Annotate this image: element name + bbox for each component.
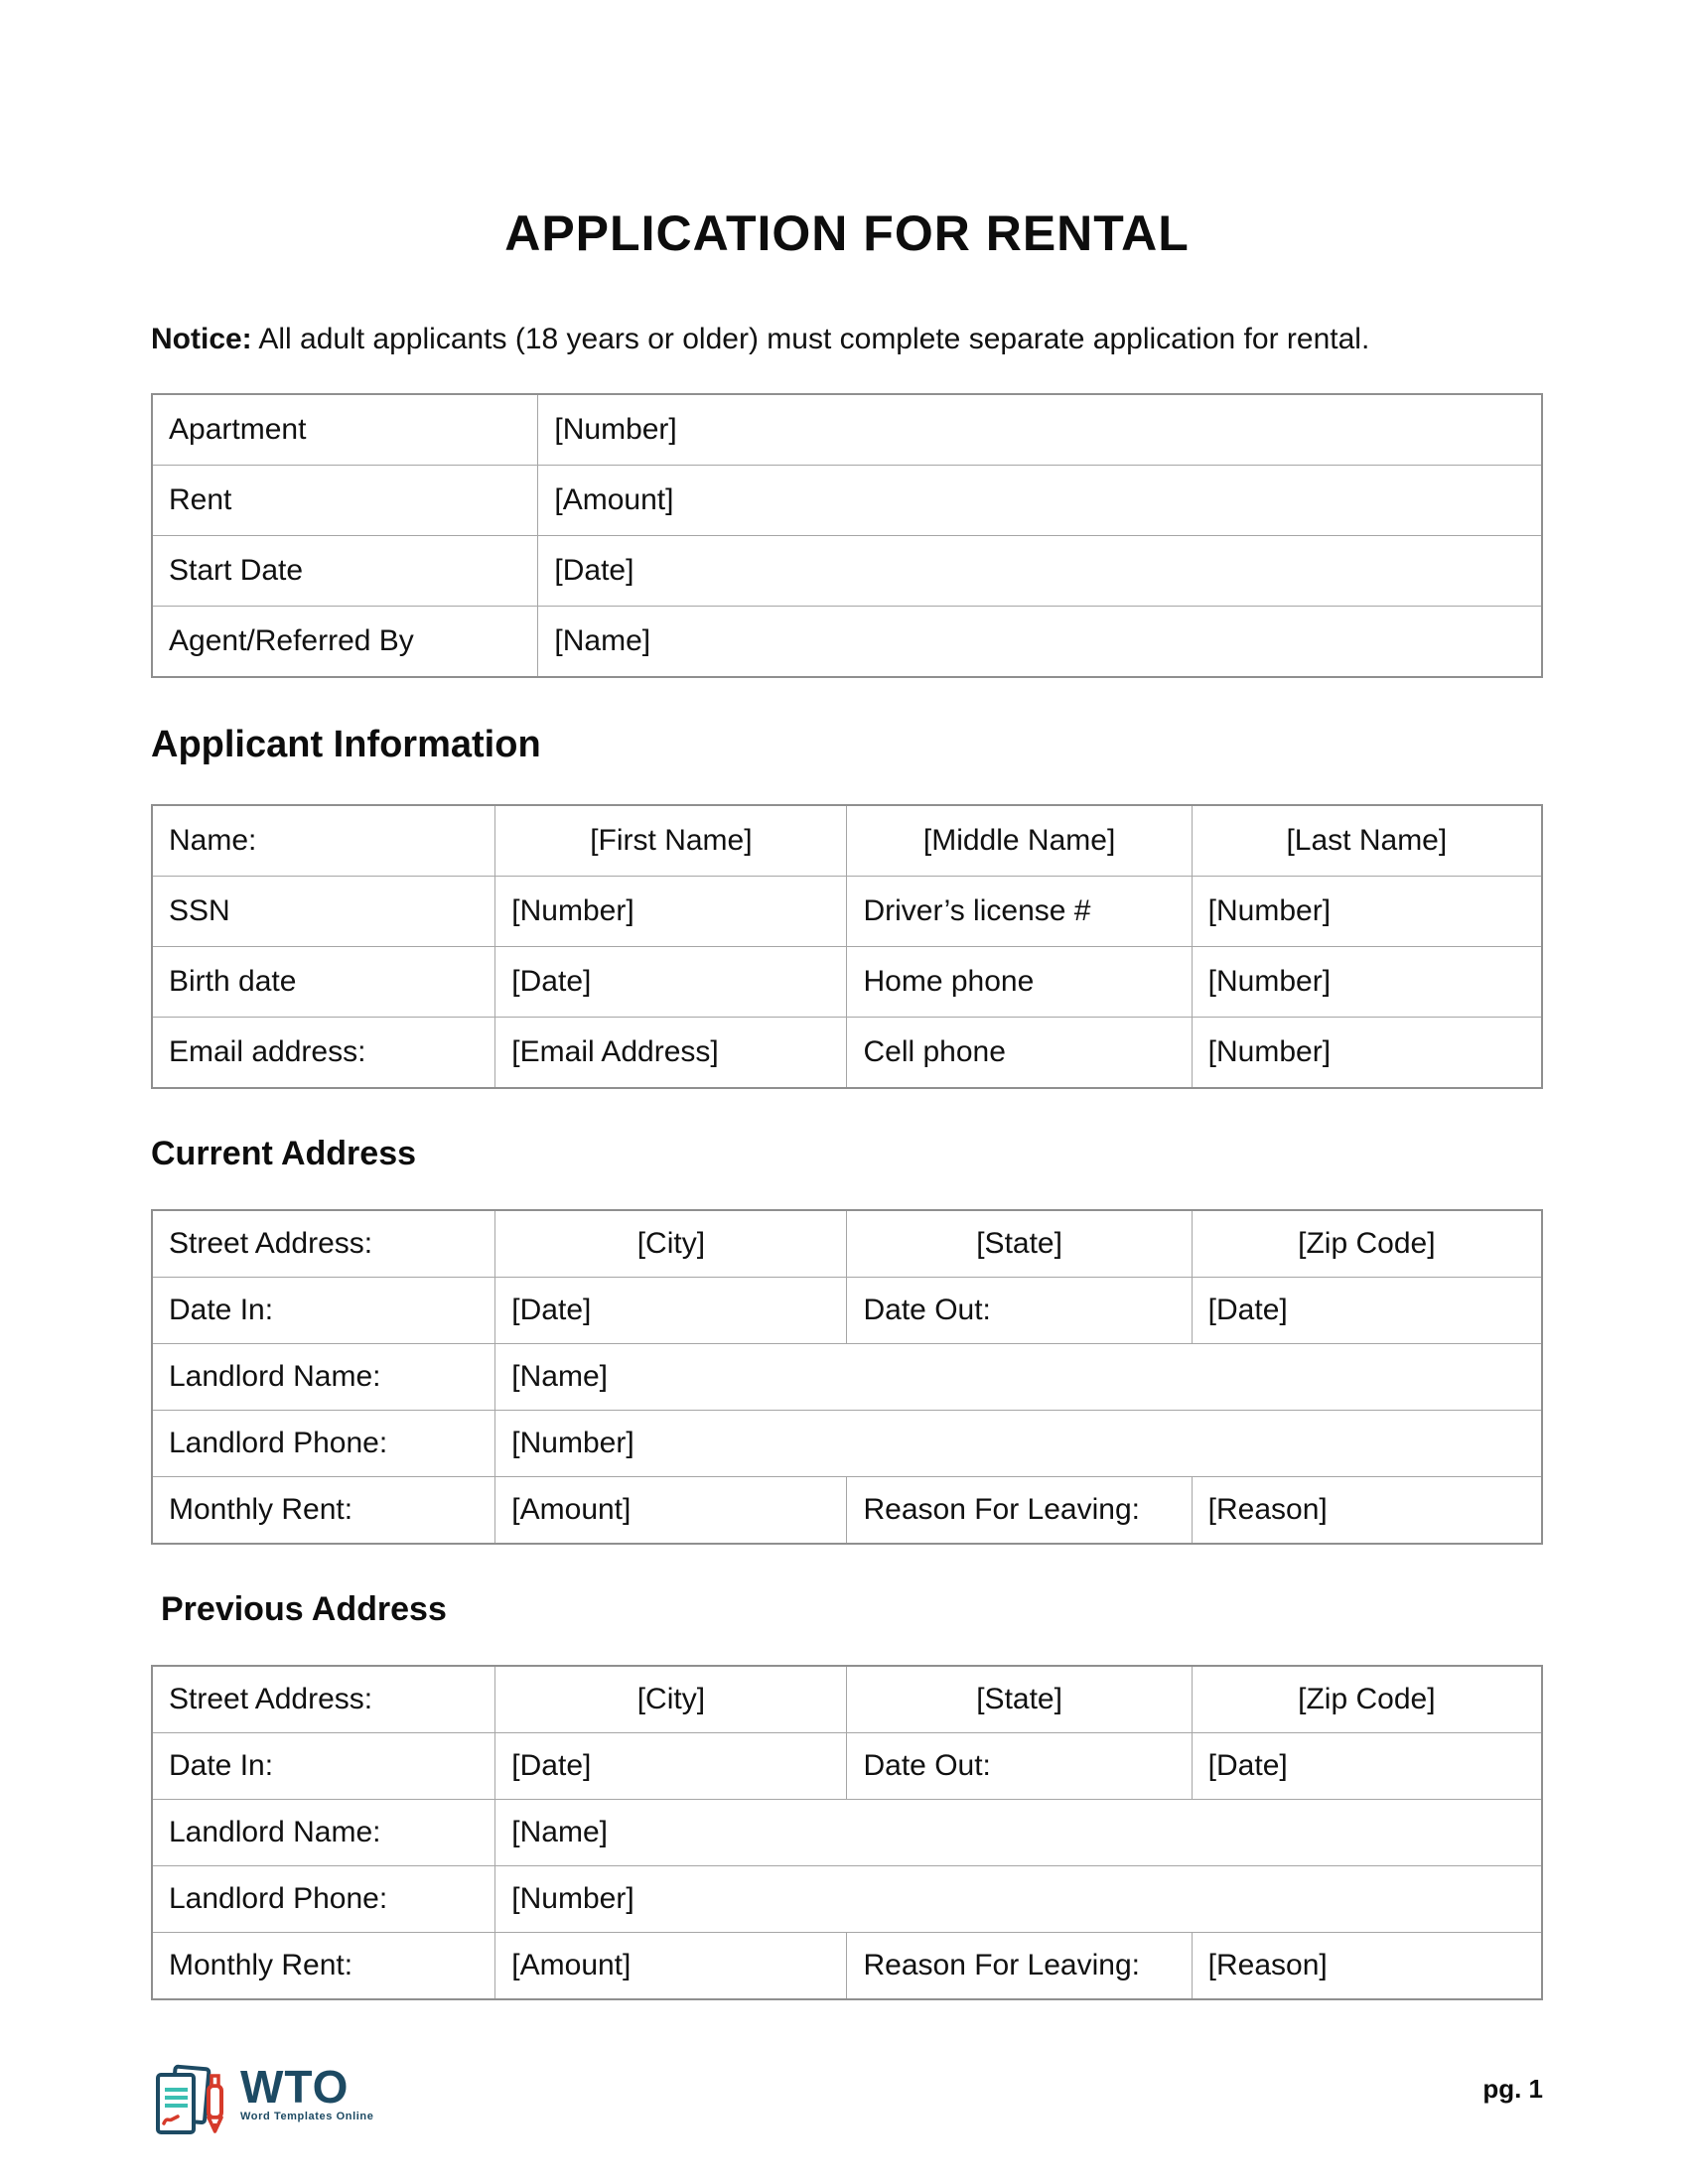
table-cell-label: Agent/Referred By	[152, 607, 538, 678]
table-cell-value: [Number]	[1192, 1018, 1542, 1089]
table-cell-label: Monthly Rent:	[152, 1933, 495, 2000]
table-cell-value: [Email Address]	[495, 1018, 847, 1089]
table-row	[152, 1733, 1542, 1800]
wto-logo	[151, 2061, 374, 2154]
table-cell-label: Landlord Phone:	[152, 1411, 495, 1477]
table-cell-value: [State]	[847, 1666, 1192, 1733]
table-cell-label: Landlord Phone:	[152, 1866, 495, 1933]
table-cell-value: [Date]	[538, 536, 1542, 607]
table-row	[152, 394, 1542, 466]
table-cell-label: Date In:	[152, 1278, 495, 1344]
table-row	[152, 1933, 1542, 2000]
table-row	[152, 1210, 1542, 1278]
logo-acronym: WTO	[240, 2061, 350, 2113]
table-row	[152, 1666, 1542, 1733]
table-cell-label: Date In:	[152, 1733, 495, 1800]
notice-label: Notice:	[151, 323, 252, 355]
table-row	[152, 805, 1542, 877]
table-cell-value: [Name]	[538, 607, 1542, 678]
rental-details-table	[151, 393, 1543, 678]
table-row	[152, 1866, 1542, 1933]
table-cell-label: Driver’s license #	[847, 877, 1192, 947]
document-icon	[151, 2064, 238, 2154]
table-cell-value: [Date]	[495, 947, 847, 1018]
section-heading-applicant-information: Applicant Information	[151, 724, 541, 765]
table-cell-value: [Zip Code]	[1192, 1210, 1542, 1278]
table-cell-value: [City]	[495, 1210, 847, 1278]
table-cell-label: Cell phone	[847, 1018, 1192, 1089]
table-cell-value: [Amount]	[538, 466, 1542, 536]
table-row	[152, 1800, 1542, 1866]
table-cell-value: [Last Name]	[1192, 805, 1542, 877]
applicant-information-table	[151, 804, 1543, 1089]
table-cell-label: Rent	[152, 466, 538, 536]
table-cell-label: Landlord Name:	[152, 1800, 495, 1866]
logo-tagline: Word Templates Online	[240, 2111, 374, 2123]
notice-line	[151, 322, 1543, 357]
table-cell-label: Date Out:	[847, 1278, 1192, 1344]
table-cell-label: Email address:	[152, 1018, 495, 1089]
table-cell-label: Street Address:	[152, 1210, 495, 1278]
table-cell-value: [Number]	[495, 877, 847, 947]
table-cell-label: Monthly Rent:	[152, 1477, 495, 1545]
notice-text: All adult applicants (18 years or older) must complete separate application for rental.	[251, 323, 1370, 355]
table-cell-label: Date Out:	[847, 1733, 1192, 1800]
table-cell-value: [Date]	[495, 1278, 847, 1344]
table-cell-value: [Number]	[495, 1866, 1542, 1933]
section-heading-previous-address: Previous Address	[161, 1590, 447, 1628]
table-cell-label: Landlord Name:	[152, 1344, 495, 1411]
page-footer	[151, 2061, 1543, 2154]
section-heading-current-address: Current Address	[151, 1135, 417, 1172]
previous-address-table	[151, 1665, 1543, 2000]
table-cell-value: [Amount]	[495, 1477, 847, 1545]
table-row	[152, 1411, 1542, 1477]
table-cell-value: [Number]	[495, 1411, 1542, 1477]
current-address-table	[151, 1209, 1543, 1545]
page-content	[151, 0, 1543, 2154]
table-cell-value: [Name]	[495, 1344, 1542, 1411]
logo-text-block	[240, 2061, 374, 2123]
table-cell-value: [Number]	[1192, 877, 1542, 947]
table-row	[152, 947, 1542, 1018]
table-cell-value: [Date]	[1192, 1733, 1542, 1800]
page-number: pg. 1	[1482, 2074, 1543, 2104]
table-cell-value: [Number]	[538, 394, 1542, 466]
table-cell-value: [Amount]	[495, 1933, 847, 2000]
table-cell-label: Home phone	[847, 947, 1192, 1018]
table-row	[152, 1344, 1542, 1411]
table-cell-value: [Date]	[1192, 1278, 1542, 1344]
table-cell-value: [Number]	[1192, 947, 1542, 1018]
table-cell-value: [First Name]	[495, 805, 847, 877]
table-cell-value: [Zip Code]	[1192, 1666, 1542, 1733]
table-cell-label: Reason For Leaving:	[847, 1477, 1192, 1545]
table-cell-value: [Date]	[495, 1733, 847, 1800]
table-cell-label: SSN	[152, 877, 495, 947]
table-cell-label: Birth date	[152, 947, 495, 1018]
table-row	[152, 1278, 1542, 1344]
table-cell-label: Reason For Leaving:	[847, 1933, 1192, 2000]
table-cell-label: Apartment	[152, 394, 538, 466]
table-row	[152, 466, 1542, 536]
table-cell-value: [Name]	[495, 1800, 1542, 1866]
table-cell-value: [Reason]	[1192, 1933, 1542, 2000]
table-cell-value: [State]	[847, 1210, 1192, 1278]
table-cell-value: [City]	[495, 1666, 847, 1733]
table-cell-value: [Middle Name]	[847, 805, 1192, 877]
table-cell-label: Street Address:	[152, 1666, 495, 1733]
table-cell-label: Name:	[152, 805, 495, 877]
table-cell-value: [Reason]	[1192, 1477, 1542, 1545]
table-row	[152, 877, 1542, 947]
page-title: APPLICATION FOR RENTAL	[504, 205, 1190, 261]
table-row	[152, 1018, 1542, 1089]
table-row	[152, 536, 1542, 607]
table-cell-label: Start Date	[152, 536, 538, 607]
table-row	[152, 607, 1542, 678]
table-row	[152, 1477, 1542, 1545]
